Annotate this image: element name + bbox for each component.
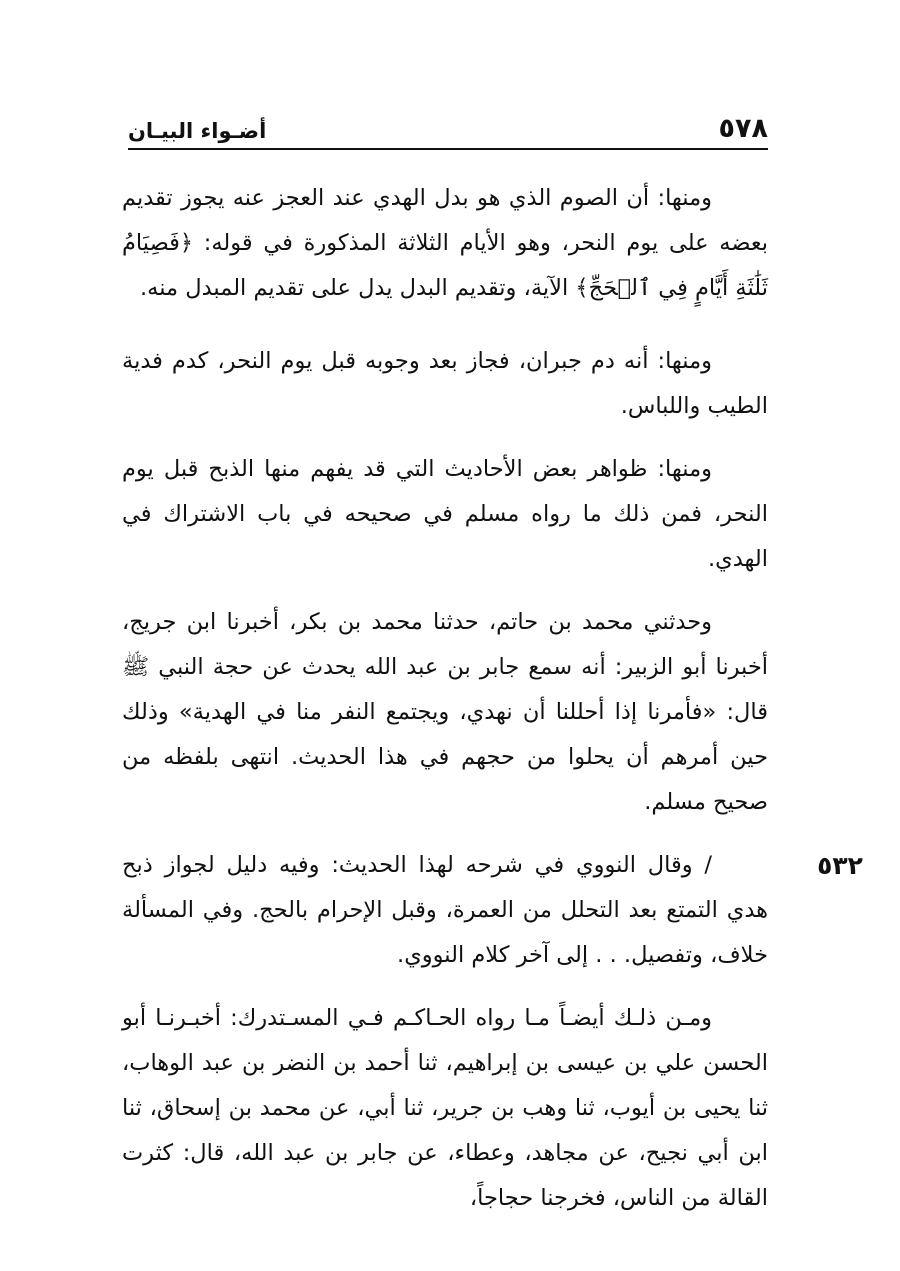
paragraph-fasting-substitute: ومنها: أن الصوم الذي هو بدل الهدي عند العجز عنه يجوز تقديم بعضه على يوم النحر، وهو الأيام الثلاثة المذكورة في قوله: ﴿فَصِيَامُ ثَلَٰثَةِ أَيَّامٍ فِي ٱلۡحَجِّ﴾ الآية، وتقديم البدل يدل على تقديم المبدل منه. xyxy=(122,185,768,301)
page-header xyxy=(128,108,768,150)
paragraph-muslim-narration: وحدثني محمد بن حاتم، حدثنا محمد بن بكر، أخبرنا ابن جريج، أخبرنا أبو الزبير: أنه سمع جابر بن عبد الله يحدث عن حجة النبي ﷺ قال: «فأمرنا إذا أحللنا أن نهدي، ويجتمع النفر منا في الهدية» وذلك حين أمرهم أن يحلوا من حجهم في هذا الحديث. انتهى بلفظه من صحيح مسلم. xyxy=(122,609,768,815)
paragraph-nawawi-commentary: / وقال النووي في شرحه لهذا الحديث: وفيه دليل لجواز ذبح هدي التمتع بعد التحلل من العمرة، وقبل الإحرام بالحج. وفي المسألة خلاف، وتفصيل. . . إلى آخر كلام النووي. xyxy=(122,852,768,968)
margin-page-reference: ٥٣٢ xyxy=(817,851,863,880)
paragraph-hadith-indications: ومنها: ظواهر بعض الأحاديث التي قد يفهم منها الذبح قبل يوم النحر، فمن ذلك ما رواه مسلم في صحيحه في باب الاشتراك في الهدي. xyxy=(122,456,768,572)
page-number: ٥٧٨ xyxy=(718,113,768,144)
paragraph-hakim-narration: ومـن ذلـك أيضـاً مـا رواه الحـاكـم فـي المسـتدرك: أخبـرنـا أبو الحسن علي بن عيسى بن إبراهيم، ثنا أحمد بن النضر بن عبد الوهاب، ثنا يحيى بن أيوب، ثنا وهب بن جرير، ثنا أبي، عن محمد بن إسحاق، ثنا ابن أبي نجيح، عن مجاهد، وعطاء، عن جابر بن عبد الله، قال: كثرت القالة من الناس، فخرجنا حجاجاً، xyxy=(122,1005,768,1211)
book-title: أضـواء البيـان xyxy=(128,119,267,143)
paragraph-nawawi-wrapper xyxy=(122,843,863,978)
paragraph-blood-compensation: ومنها: أنه دم جبران، فجاز بعد وجوبه قبل يوم النحر، كدم فدية الطيب واللباس. xyxy=(122,348,768,419)
body-text xyxy=(122,176,863,1249)
